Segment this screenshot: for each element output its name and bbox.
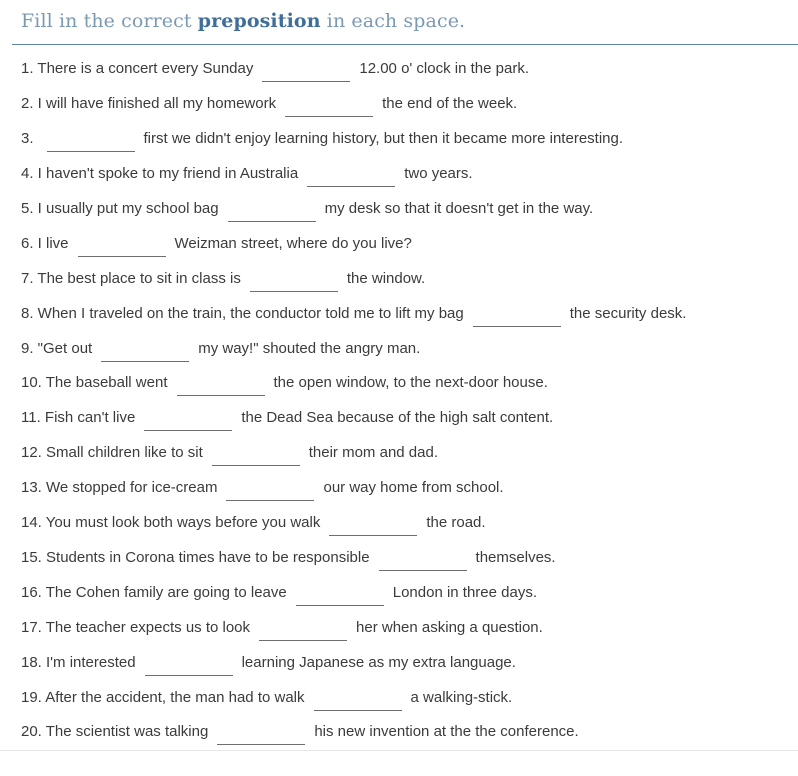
question-5-text-after: my desk so that it doesn't get in the way. — [324, 199, 594, 217]
question-1-text-before: 1. There is a concert every Sunday — [21, 59, 254, 77]
question-13-blank[interactable] — [226, 486, 314, 501]
question-row-1 — [21, 56, 529, 80]
question-17-text-before: 17. The teacher expects us to look — [21, 618, 251, 636]
question-15-text-before: 15. Students in Corona times have to be responsible — [21, 548, 370, 566]
question-5-text-before: 5. I usually put my school bag — [21, 199, 219, 217]
question-3-text-after: first we didn't enjoy learning history, but then it became more interesting. — [143, 129, 624, 147]
question-row-16 — [21, 580, 537, 604]
question-row-9 — [21, 336, 420, 360]
question-11-text-after: the Dead Sea because of the high salt content. — [241, 408, 554, 426]
question-12-text-before: 12. Small children like to sit — [21, 443, 203, 461]
question-9-text-before: 9. "Get out — [21, 339, 93, 357]
question-row-8 — [21, 301, 686, 325]
question-4-blank[interactable] — [307, 172, 395, 187]
question-17-blank[interactable] — [259, 626, 347, 641]
question-row-12 — [21, 440, 438, 464]
question-row-15 — [21, 545, 556, 569]
question-15-blank[interactable] — [379, 556, 467, 571]
bottom-divider — [0, 750, 798, 751]
question-17-text-after: her when asking a question. — [356, 618, 543, 636]
question-13-text-before: 13. We stopped for ice-cream — [21, 478, 218, 496]
question-2-text-after: the end of the week. — [382, 94, 518, 112]
question-6-text-after: Weizman street, where do you live? — [174, 234, 412, 252]
question-row-7 — [21, 266, 425, 290]
question-19-text-after: a walking-stick. — [410, 688, 513, 706]
question-5-blank[interactable] — [228, 207, 316, 222]
question-8-text-before: 8. When I traveled on the train, the conductor told me to lift my bag — [21, 304, 464, 322]
question-20-blank[interactable] — [217, 730, 305, 745]
question-9-blank[interactable] — [101, 347, 189, 362]
question-row-5 — [21, 196, 593, 220]
question-3-text-before: 3. — [21, 129, 34, 147]
question-6-blank[interactable] — [78, 242, 166, 257]
question-11-blank[interactable] — [144, 416, 232, 431]
question-6-text-before: 6. I live — [21, 234, 69, 252]
question-3-blank[interactable] — [47, 137, 135, 152]
question-8-blank[interactable] — [473, 312, 561, 327]
question-row-4 — [21, 161, 473, 185]
question-18-text-after: learning Japanese as my extra language. — [241, 653, 516, 671]
question-row-17 — [21, 615, 543, 639]
question-row-6 — [21, 231, 412, 255]
question-4-text-after: two years. — [404, 164, 473, 182]
question-row-11 — [21, 405, 553, 429]
question-8-text-after: the security desk. — [569, 304, 687, 322]
question-16-text-after: London in three days. — [392, 583, 538, 601]
question-11-text-before: 11. Fish can't live — [21, 408, 136, 426]
question-row-2 — [21, 91, 517, 115]
question-12-blank[interactable] — [212, 451, 300, 466]
question-row-18 — [21, 650, 516, 674]
question-14-text-after: the road. — [426, 513, 486, 531]
instruction-suffix: in each space. — [320, 10, 466, 32]
instruction-keyword: preposition — [197, 10, 321, 32]
question-13-text-after: our way home from school. — [323, 478, 504, 496]
question-1-text-after: 12.00 o' clock in the park. — [359, 59, 529, 77]
question-19-text-before: 19. After the accident, the man had to walk — [21, 688, 305, 706]
question-10-text-before: 10. The baseball went — [21, 373, 168, 391]
question-row-20 — [21, 719, 579, 743]
question-2-blank[interactable] — [285, 102, 373, 117]
question-18-text-before: 18. I'm interested — [21, 653, 136, 671]
question-14-blank[interactable] — [329, 521, 417, 536]
question-row-14 — [21, 510, 486, 534]
heading-divider — [12, 44, 798, 45]
instruction-heading — [21, 10, 465, 32]
question-2-text-before: 2. I will have finished all my homework — [21, 94, 277, 112]
question-12-text-after: their mom and dad. — [308, 443, 438, 461]
question-4-text-before: 4. I haven't spoke to my friend in Australia — [21, 164, 299, 182]
question-10-text-after: the open window, to the next-door house. — [273, 373, 548, 391]
question-row-3 — [21, 126, 623, 150]
question-18-blank[interactable] — [145, 661, 233, 676]
question-7-text-after: the window. — [346, 269, 426, 287]
question-10-blank[interactable] — [177, 381, 265, 396]
question-row-10 — [21, 370, 548, 394]
question-7-blank[interactable] — [250, 277, 338, 292]
question-16-blank[interactable] — [296, 591, 384, 606]
question-15-text-after: themselves. — [475, 548, 556, 566]
question-14-text-before: 14. You must look both ways before you walk — [21, 513, 321, 531]
question-row-19 — [21, 685, 512, 709]
question-9-text-after: my way!" shouted the angry man. — [198, 339, 421, 357]
instruction-prefix: Fill in the correct — [21, 10, 198, 32]
question-1-blank[interactable] — [262, 67, 350, 82]
question-row-13 — [21, 475, 504, 499]
question-7-text-before: 7. The best place to sit in class is — [21, 269, 241, 287]
question-19-blank[interactable] — [314, 696, 402, 711]
question-16-text-before: 16. The Cohen family are going to leave — [21, 583, 287, 601]
question-20-text-after: his new invention at the the conference. — [314, 722, 579, 740]
question-20-text-before: 20. The scientist was talking — [21, 722, 209, 740]
